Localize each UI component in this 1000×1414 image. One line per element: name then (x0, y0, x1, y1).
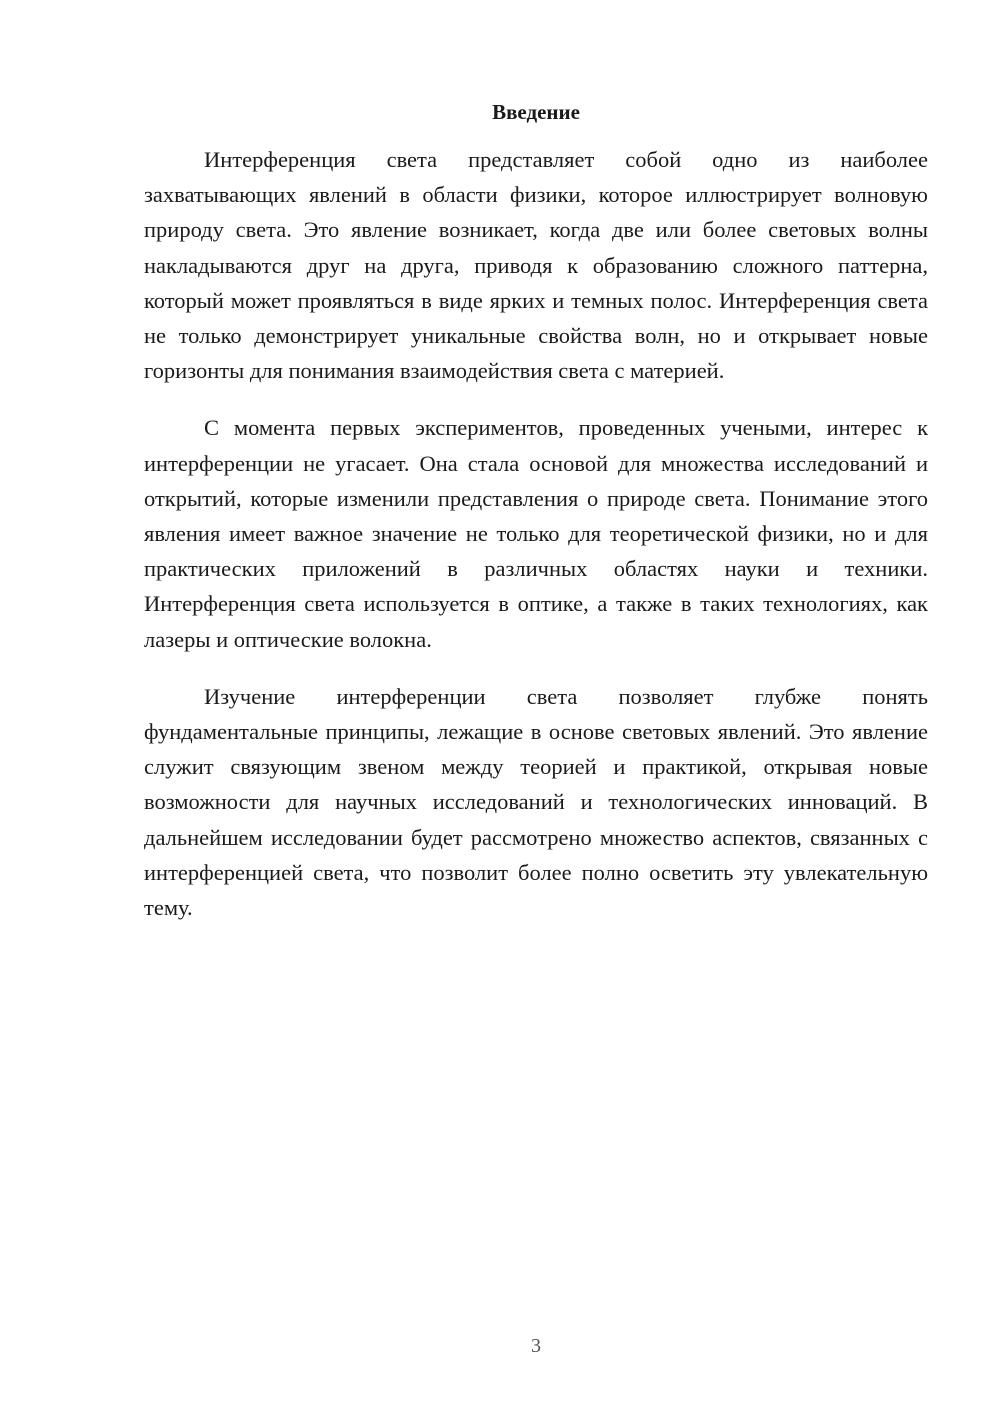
page-title: Введение (492, 100, 580, 124)
paragraph-2: С момента первых экспериментов, проведенных учеными, интерес к интерференции не угасает. Она стала основой для множества исследований и открытий, которые изменили представления о природе света. Понимание этого явления имеет важное значение не только для теоретической физики, но и для практических приложений в различных областях науки и техники. Интерференция света используется в оптике, а также в таких технологиях, как лазеры и оптические волокна. (144, 415, 928, 652)
paragraph-3: Изучение интерференции света позволяет глубже понять фундаментальные принципы, лежащие в основе световых явлений. Это явление служит связующим звеном между теорией и практикой, открывая новые возможности для научных исследований и технологических инноваций. В дальнейшем исследовании будет рассмотрено множество аспектов, связанных с интерференцией света, что позволит более полно осветить эту увлекательную тему. (144, 683, 928, 921)
paragraph-1: Интерференция света представляет собой одно из наиболее захватывающих явлений в области физики, которое иллюстрирует волновую природу света. Это явление возникает, когда две или более световых волны накладываются друг на друга, приводя к образованию сложного паттерна, который может проявляться в виде ярких и темных полос. Интерференция света не только демонстрирует уникальные свойства волн, но и открывает новые горизонты для понимания взаимодействия света с материей. (144, 147, 928, 384)
document-body (144, 142, 928, 947)
page-number: 3 (531, 1335, 541, 1357)
